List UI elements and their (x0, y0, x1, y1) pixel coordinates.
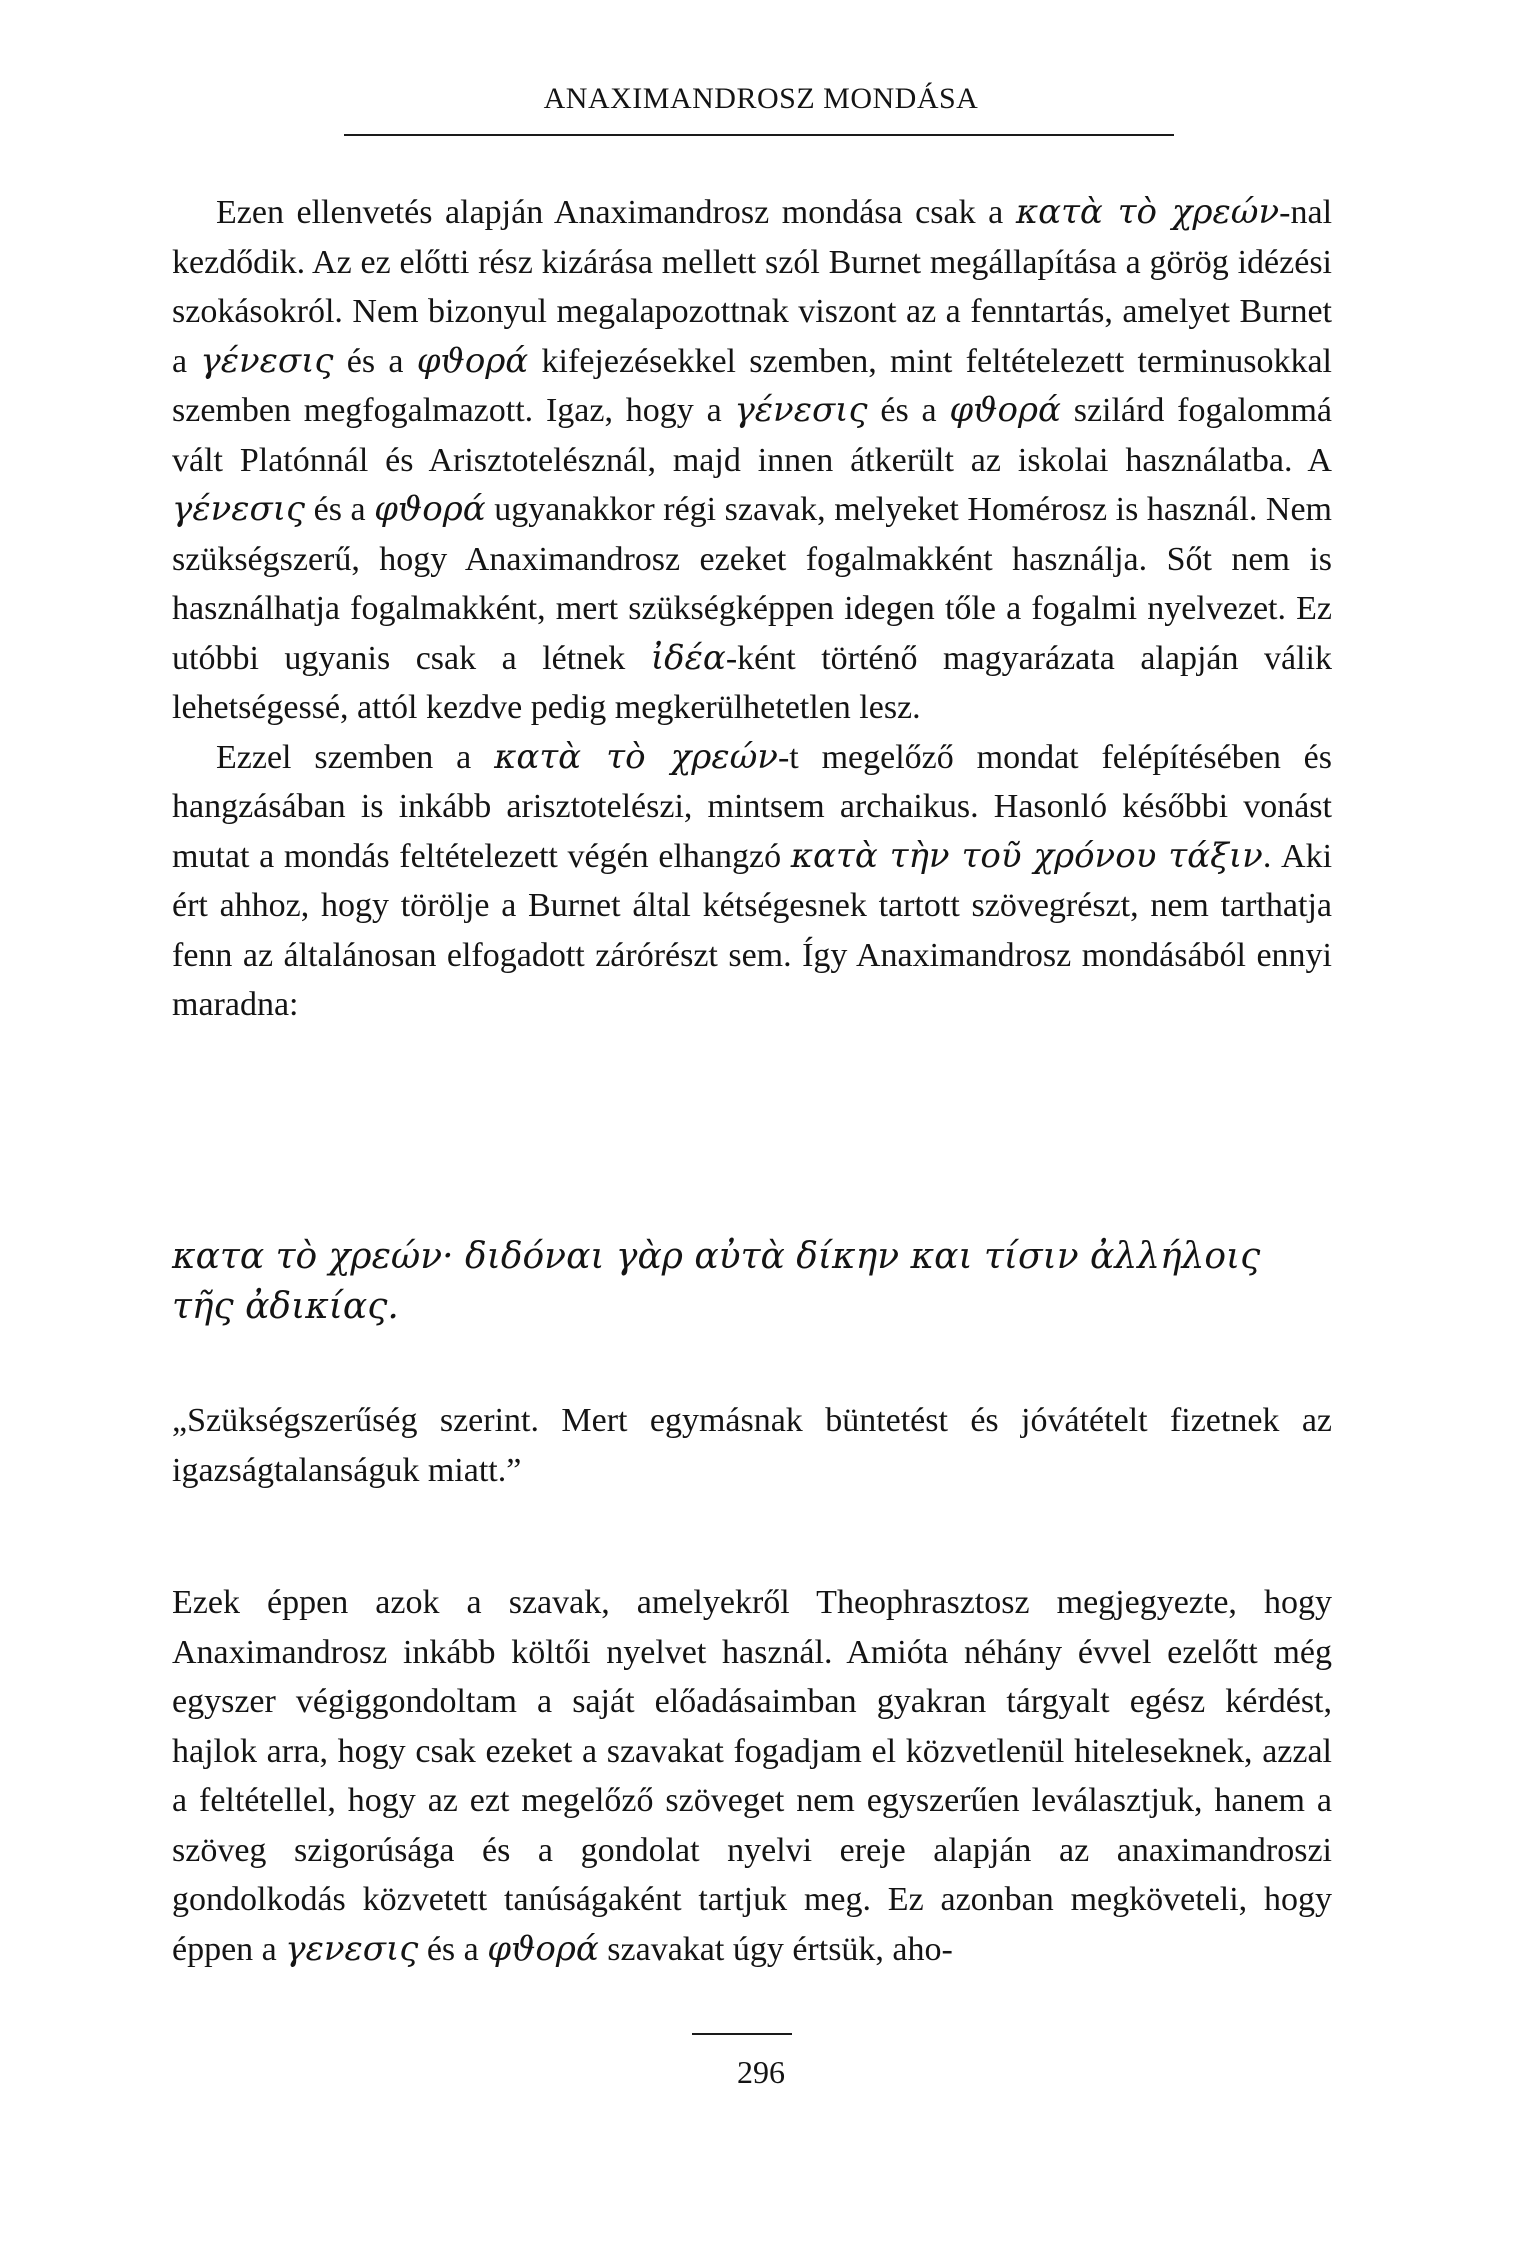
greek-term: φϑορά (949, 390, 1061, 430)
greek-term: γένεσις (734, 390, 868, 430)
paragraph-1: Ezen ellenvetés alapján Anaximandrosz mondása csak a κατὰ τὸ χρεών-nal kezdődik. Az ez előtti rész kizárása mellett szól Burnet megállapítása a görög idézési szokásokról. Nem bizonyul megalapozottnak viszont az a fenntartás, amelyet Burnet a γένεσις és a φϑορά kifejezésekkel szemben, mint feltételezett terminusokkal szemben megfogalmazott. Igaz, hogy a γένεσις és a φϑορά szilárd fogalommá vált Platónnál és Arisztotelésznál, majd innen átkerült az iskolai használatba. A γένεσις és a φϑορά ugyanakkor régi szavak, melyeket Homérosz is használ. Nem szükségszerű, hogy Anaximandrosz ezeket fogalmakként használja. Sőt nem is használhatja fogalmakként, mert szükségképpen idegen tőle a fogalmi nyelvezet. Ez utóbbi ugyanis csak a létnek ἰδέα-ként történő magyarázata alapján válik lehetségessé, attól kezdve pedig megkerülhetetlen lesz. (172, 192, 1333, 726)
greek-term: κατὰ τὸ χρεών (1015, 192, 1280, 232)
paragraph-2: Ezzel szemben a κατὰ τὸ χρεών-t megelőző mondat felépítésében és hangzásában is inkább arisztotelészi, mintsem archaikus. Hasonló későbbi vonást mutat a mondás feltételezett végén elhangzó κατὰ τὴν τοῦ χρόνου τάξιν. Aki ért ahhoz, hogy törölje a Burnet által kétségesnek tartott szövegrészt, nem tarthatja fenn az általánosan elfogadott zárórészt sem. Így Anaximandrosz mondásából ennyi maradna: (172, 736, 1333, 1023)
greek-term: φϑορά (416, 340, 529, 381)
greek-quotation: κατα τὸ χρεών· διδόναι γὰρ αὐτὰ δίκην και τίσιν ἀλλήλοις τῆς ἀδικίας. (172, 1236, 1261, 1327)
greek-term: κατὰ τὴν τοῦ χρόνου τάξιν (790, 835, 1263, 876)
running-head: ANAXIMANDROSZ MONDÁSA (543, 82, 979, 115)
greek-term: γένεσις (200, 340, 334, 381)
greek-term: γενεσις (285, 1928, 419, 1969)
footer-rule (692, 2033, 792, 2035)
hungarian-translation: „Szükségszerűség szerint. Mert egymásnak büntetést és jóvátételt fizetnek az igazságtalanságuk miatt.” (172, 1402, 1332, 1489)
header-rule (344, 134, 1174, 136)
greek-term: ἰδέα (650, 637, 726, 678)
greek-term: φϑορά (374, 489, 486, 529)
main-text-continued (172, 1544, 1332, 2008)
paragraph-3: Ezek éppen azok a szavak, amelyekről Theophrasztosz megjegyezte, hogy Anaximandrosz inkább költői nyelvet használ. Amióta néhány évvel ezelőtt még egyszer végiggondoltam a saját előadásaimban gyakran tárgyalt egész kérdést, hajlok arra, hogy csak ezeket a szavakat fogadjam el közvetlenül hiteleseknek, azzal a feltétellel, hogy az ezt megelőző szöveget nem egyszerűen leválasztjuk, hanem a szöveg szigorúsága és a gondolat nyelvi ereje alapján az anaximandroszi gondolkodás közvetett tanúságaként tartjuk meg. Ez azonban megköveteli, hogy éppen a γενεσις és a φϑορά szavakat úgy értsük, aho- (172, 1584, 1332, 1969)
greek-term: φϑορά (487, 1928, 599, 1969)
greek-term: κατὰ τὸ χρεών (494, 736, 778, 777)
page-number: 296 (737, 2054, 785, 2090)
main-text (172, 188, 1332, 1030)
greek-term: γένεσις (172, 489, 306, 529)
